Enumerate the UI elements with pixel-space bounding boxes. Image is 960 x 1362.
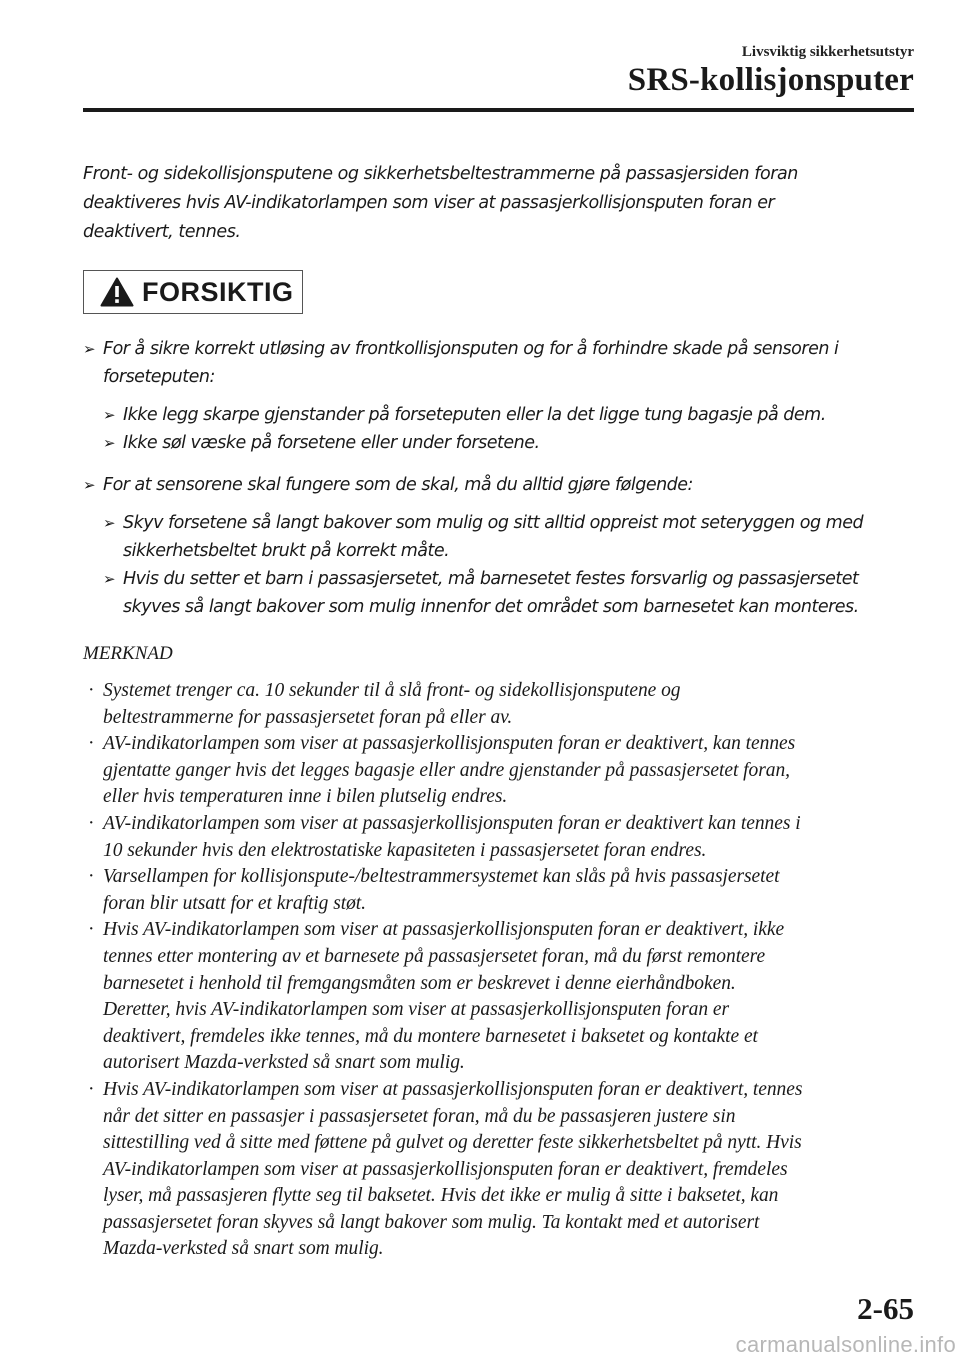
note-line: beltestrammerne for passasjersetet foran på eller av. xyxy=(103,706,513,728)
intro-line: Front- og sidekollisjonsputene og sikkerhetsbeltestrammerne på passasjersiden foran xyxy=(83,164,798,184)
intro-line: deaktivert, tennes. xyxy=(83,222,241,242)
caution-subitem xyxy=(103,565,923,621)
note-list xyxy=(86,678,920,1263)
intro-paragraph xyxy=(83,160,863,247)
note-line: 10 sekunder hvis den elektrostatiske kapasiteten i passasjersetet foran endres. xyxy=(103,839,707,861)
arrow-bullet-icon: ➢ xyxy=(103,514,116,532)
note-line: Hvis AV-indikatorlampen som viser at passasjerkollisjonsputen foran er deaktivert, tennes xyxy=(103,1078,803,1100)
caution-text: Hvis du setter et barn i passasjersetet, må barnesetet festes forsvarlig og passasjersetet xyxy=(123,569,859,589)
caution-text: Ikke søl væske på forsetene eller under forsetene. xyxy=(123,433,540,453)
arrow-bullet-icon: ➢ xyxy=(103,434,116,452)
caution-subitem xyxy=(103,401,923,429)
note-line: Systemet trenger ca. 10 sekunder til å slå front- og sidekollisjonsputene og xyxy=(103,680,681,701)
note-item xyxy=(86,731,920,811)
note-line: Varsellampen for kollisjonspute-/beltestrammersystemet kan slås på hvis passasjersetet xyxy=(103,866,780,888)
dot-bullet-icon: · xyxy=(88,919,95,941)
caution-label: FORSIKTIG xyxy=(142,276,294,307)
note-line: Deretter, hvis AV-indikatorlampen som viser at passasjerkollisjonsputen foran er xyxy=(103,999,730,1021)
warning-triangle-icon xyxy=(100,277,134,307)
caution-list xyxy=(83,335,923,621)
intro-line: deaktiveres hvis AV-indikatorlampen som viser at passasjerkollisjonsputen foran er xyxy=(83,193,775,213)
note-line: eller hvis temperaturen inne i bilen plutselig endres. xyxy=(103,786,508,808)
section-header: Livsviktig sikkerhetsutstyr xyxy=(741,44,914,60)
note-line: AV-indikatorlampen som viser at passasjerkollisjonsputen foran er deaktivert, kan tennes xyxy=(103,733,796,755)
arrow-bullet-icon: ➢ xyxy=(103,406,116,424)
caution-text: Skyv forsetene så langt bakover som mulig og sitt alltid oppreist mot seteryggen og med xyxy=(123,513,864,533)
note-item xyxy=(86,1077,920,1263)
header-divider xyxy=(83,108,914,112)
caution-subitem xyxy=(103,509,923,565)
page-title: SRS-kollisjonsputer xyxy=(627,62,914,98)
note-item xyxy=(86,678,920,731)
dot-bullet-icon: · xyxy=(88,866,95,888)
note-line: lyser, må passasjeren flytte seg til baksetet. Hvis det ikke er mulig å sitte i baksetet, kan xyxy=(103,1185,779,1207)
dot-bullet-icon: · xyxy=(88,1078,95,1100)
note-line: foran blir utsatt for et kraftig støt. xyxy=(103,892,366,914)
note-line: gjentatte ganger hvis det legges bagasje eller andre gjenstander på passasjersetet foran, xyxy=(103,759,790,781)
arrow-bullet-icon: ➢ xyxy=(83,340,96,358)
caution-box xyxy=(83,270,303,314)
dot-bullet-icon: · xyxy=(88,733,95,755)
page-number: 2-65 xyxy=(857,1291,914,1326)
note-line: AV-indikatorlampen som viser at passasjerkollisjonsputen foran er deaktivert, fremdeles xyxy=(103,1158,788,1180)
watermark: carmanualsonline.info xyxy=(735,1332,956,1357)
caution-item xyxy=(83,335,923,391)
caution-text: Ikke legg skarpe gjenstander på forseteputen eller la det ligge tung bagasje på dem. xyxy=(123,405,826,425)
caution-text: For at sensorene skal fungere som de skal, må du alltid gjøre følgende: xyxy=(103,475,693,495)
dot-bullet-icon: · xyxy=(88,680,95,701)
note-line: når det sitter en passasjer i passasjersetet foran, må du be passasjeren justere sin xyxy=(103,1105,736,1127)
note-item xyxy=(86,864,920,917)
caution-subitem xyxy=(103,429,923,457)
note-line: Mazda-verksted så snart som mulig. xyxy=(103,1238,384,1260)
note-line: barnesetet i henhold til fremgangsmåten som er beskrevet i denne eierhåndboken. xyxy=(103,972,736,994)
note-title: MERKNAD xyxy=(83,643,173,664)
note-line: tennes etter montering av et barnesete på passasjersetet foran, må du først remontere xyxy=(103,945,766,967)
note-item xyxy=(86,811,920,864)
caution-text: For å sikre korrekt utløsing av frontkollisjonsputen og for å forhindre skade på sensoren i xyxy=(103,339,839,359)
caution-item xyxy=(83,471,923,499)
dot-bullet-icon: · xyxy=(88,812,95,834)
note-line: autorisert Mazda-verksted så snart som mulig. xyxy=(103,1052,465,1074)
note-line: deaktivert, fremdeles ikke tennes, må du montere barnesetet i baksetet og kontakte et xyxy=(103,1025,758,1047)
caution-text: forseteputen: xyxy=(103,367,215,387)
note-line: sittestilling ved å sitte med føttene på gulvet og deretter feste sikkerhetsbeltet på nytt. Hvis xyxy=(103,1132,802,1154)
note-line: AV-indikatorlampen som viser at passasjerkollisjonsputen foran er deaktivert kan tennes i xyxy=(103,812,801,834)
arrow-bullet-icon: ➢ xyxy=(83,476,96,494)
note-item xyxy=(86,917,920,1077)
caution-text: sikkerhetsbeltet brukt på korrekt måte. xyxy=(123,541,450,561)
note-line: passasjersetet foran skyves så langt bakover som mulig. Ta kontakt med et autorisert xyxy=(103,1211,760,1233)
note-line: Hvis AV-indikatorlampen som viser at passasjerkollisjonsputen foran er deaktivert, ikke xyxy=(103,919,785,941)
caution-text: skyves så langt bakover som mulig innenfor det området som barnesetet kan monteres. xyxy=(123,597,859,617)
arrow-bullet-icon: ➢ xyxy=(103,570,116,588)
